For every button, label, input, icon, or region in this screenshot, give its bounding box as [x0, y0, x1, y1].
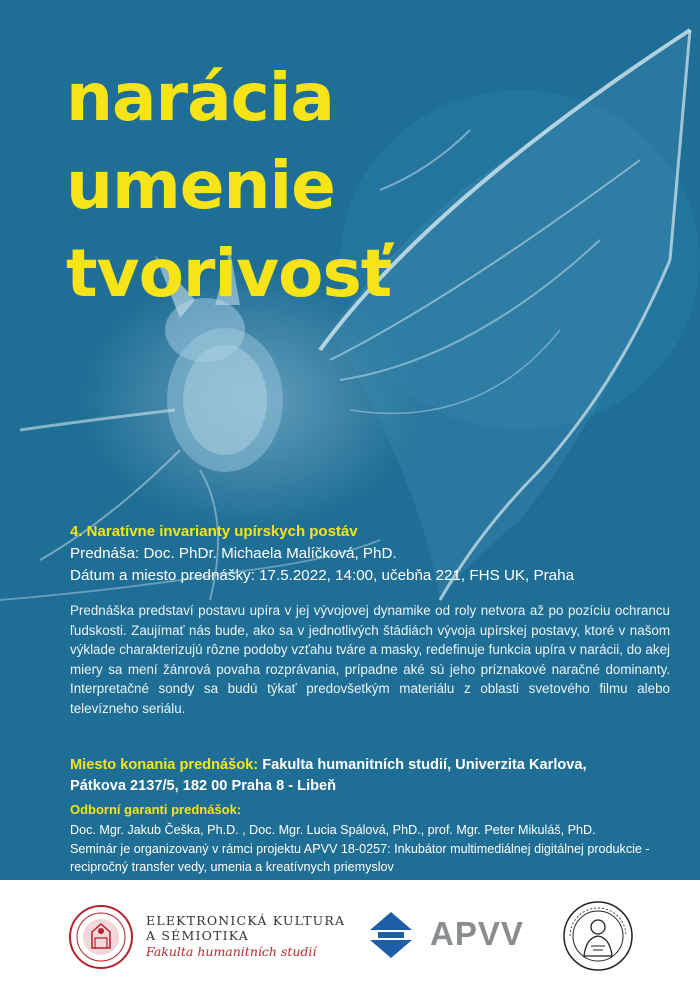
- title-line-1: narácia: [66, 59, 334, 136]
- venue-label: Miesto konania prednášok:: [70, 757, 259, 773]
- ek-line-3: Fakulta humanitních studií: [146, 944, 317, 959]
- lecture-speaker: Prednáša: Doc. PhDr. Michaela Malíčková, PhD.: [70, 545, 397, 562]
- apvv-arrows-icon: [368, 910, 414, 960]
- venue-line-1: Fakulta humanitních studií, Univerzita Karlova,: [262, 757, 587, 773]
- ek-logo-text: [146, 913, 345, 960]
- charles-university-seal-icon: [68, 904, 134, 970]
- title-line-3: tvorivosť: [66, 235, 392, 312]
- lecture-abstract: Prednáška predstaví postavu upíra v jej vývojovej dynamike od roly netvora až po pozíciu ochrancu ľudskosti. Zaujímať nás bude, ako sa v jednotlivých štádiách vývoja upírskej postavy, ktoré v našom výklade charakterizujú rôzne podoby vzťahu tváre a masky, redefinuje funkcia upíra v narácii, do akej miery sa mení žánrová povaha rozprávania, prípadne aké sú jeho príznakové naračné dominanty. Interpretačné sondy sa budú týkať predovšetkým materiálu z oblasti svetového filmu alebo televízneho seriálu.: [70, 603, 670, 716]
- title-line-2: umenie: [66, 147, 335, 224]
- lecture-title: 4. Naratívne invarianty upírskych postáv: [70, 523, 358, 540]
- venue-line-2: Pátkova 2137/5, 182 00 Praha 8 - Libeň: [70, 777, 337, 794]
- ek-line-1: ELEKTRONICKÁ KULTURA: [146, 913, 346, 928]
- lecture-date-place: Dátum a miesto prednášky: 17.5.2022, 14:00, učebňa 221, FHS UK, Praha: [70, 566, 575, 584]
- guarantors-label: Odborní garanti prednášok:: [70, 802, 242, 817]
- venue-block: [70, 755, 680, 796]
- apvv-logo-text: APVV: [430, 915, 524, 952]
- seminar-note: Seminár je organizovaný v rámci projektu APVV 18-0257: Inkubátor multimediálnej digitálnej produkcie - recipročný transfer vedy, umenia a kreatívnych priemyslov: [70, 842, 650, 874]
- poster-title: [66, 54, 391, 318]
- footer-logos: [0, 880, 700, 990]
- ukf-nitra-seal-icon: [562, 900, 634, 972]
- guarantors-names: Doc. Mgr. Jakub Češka, Ph.D. , Doc. Mgr. Lucia Spálová, PhD., prof. Mgr. Peter Mikuláš, PhD.: [70, 823, 596, 837]
- ek-line-2: A SÉMIOTIKA: [146, 928, 250, 943]
- lecture-info: [70, 521, 690, 586]
